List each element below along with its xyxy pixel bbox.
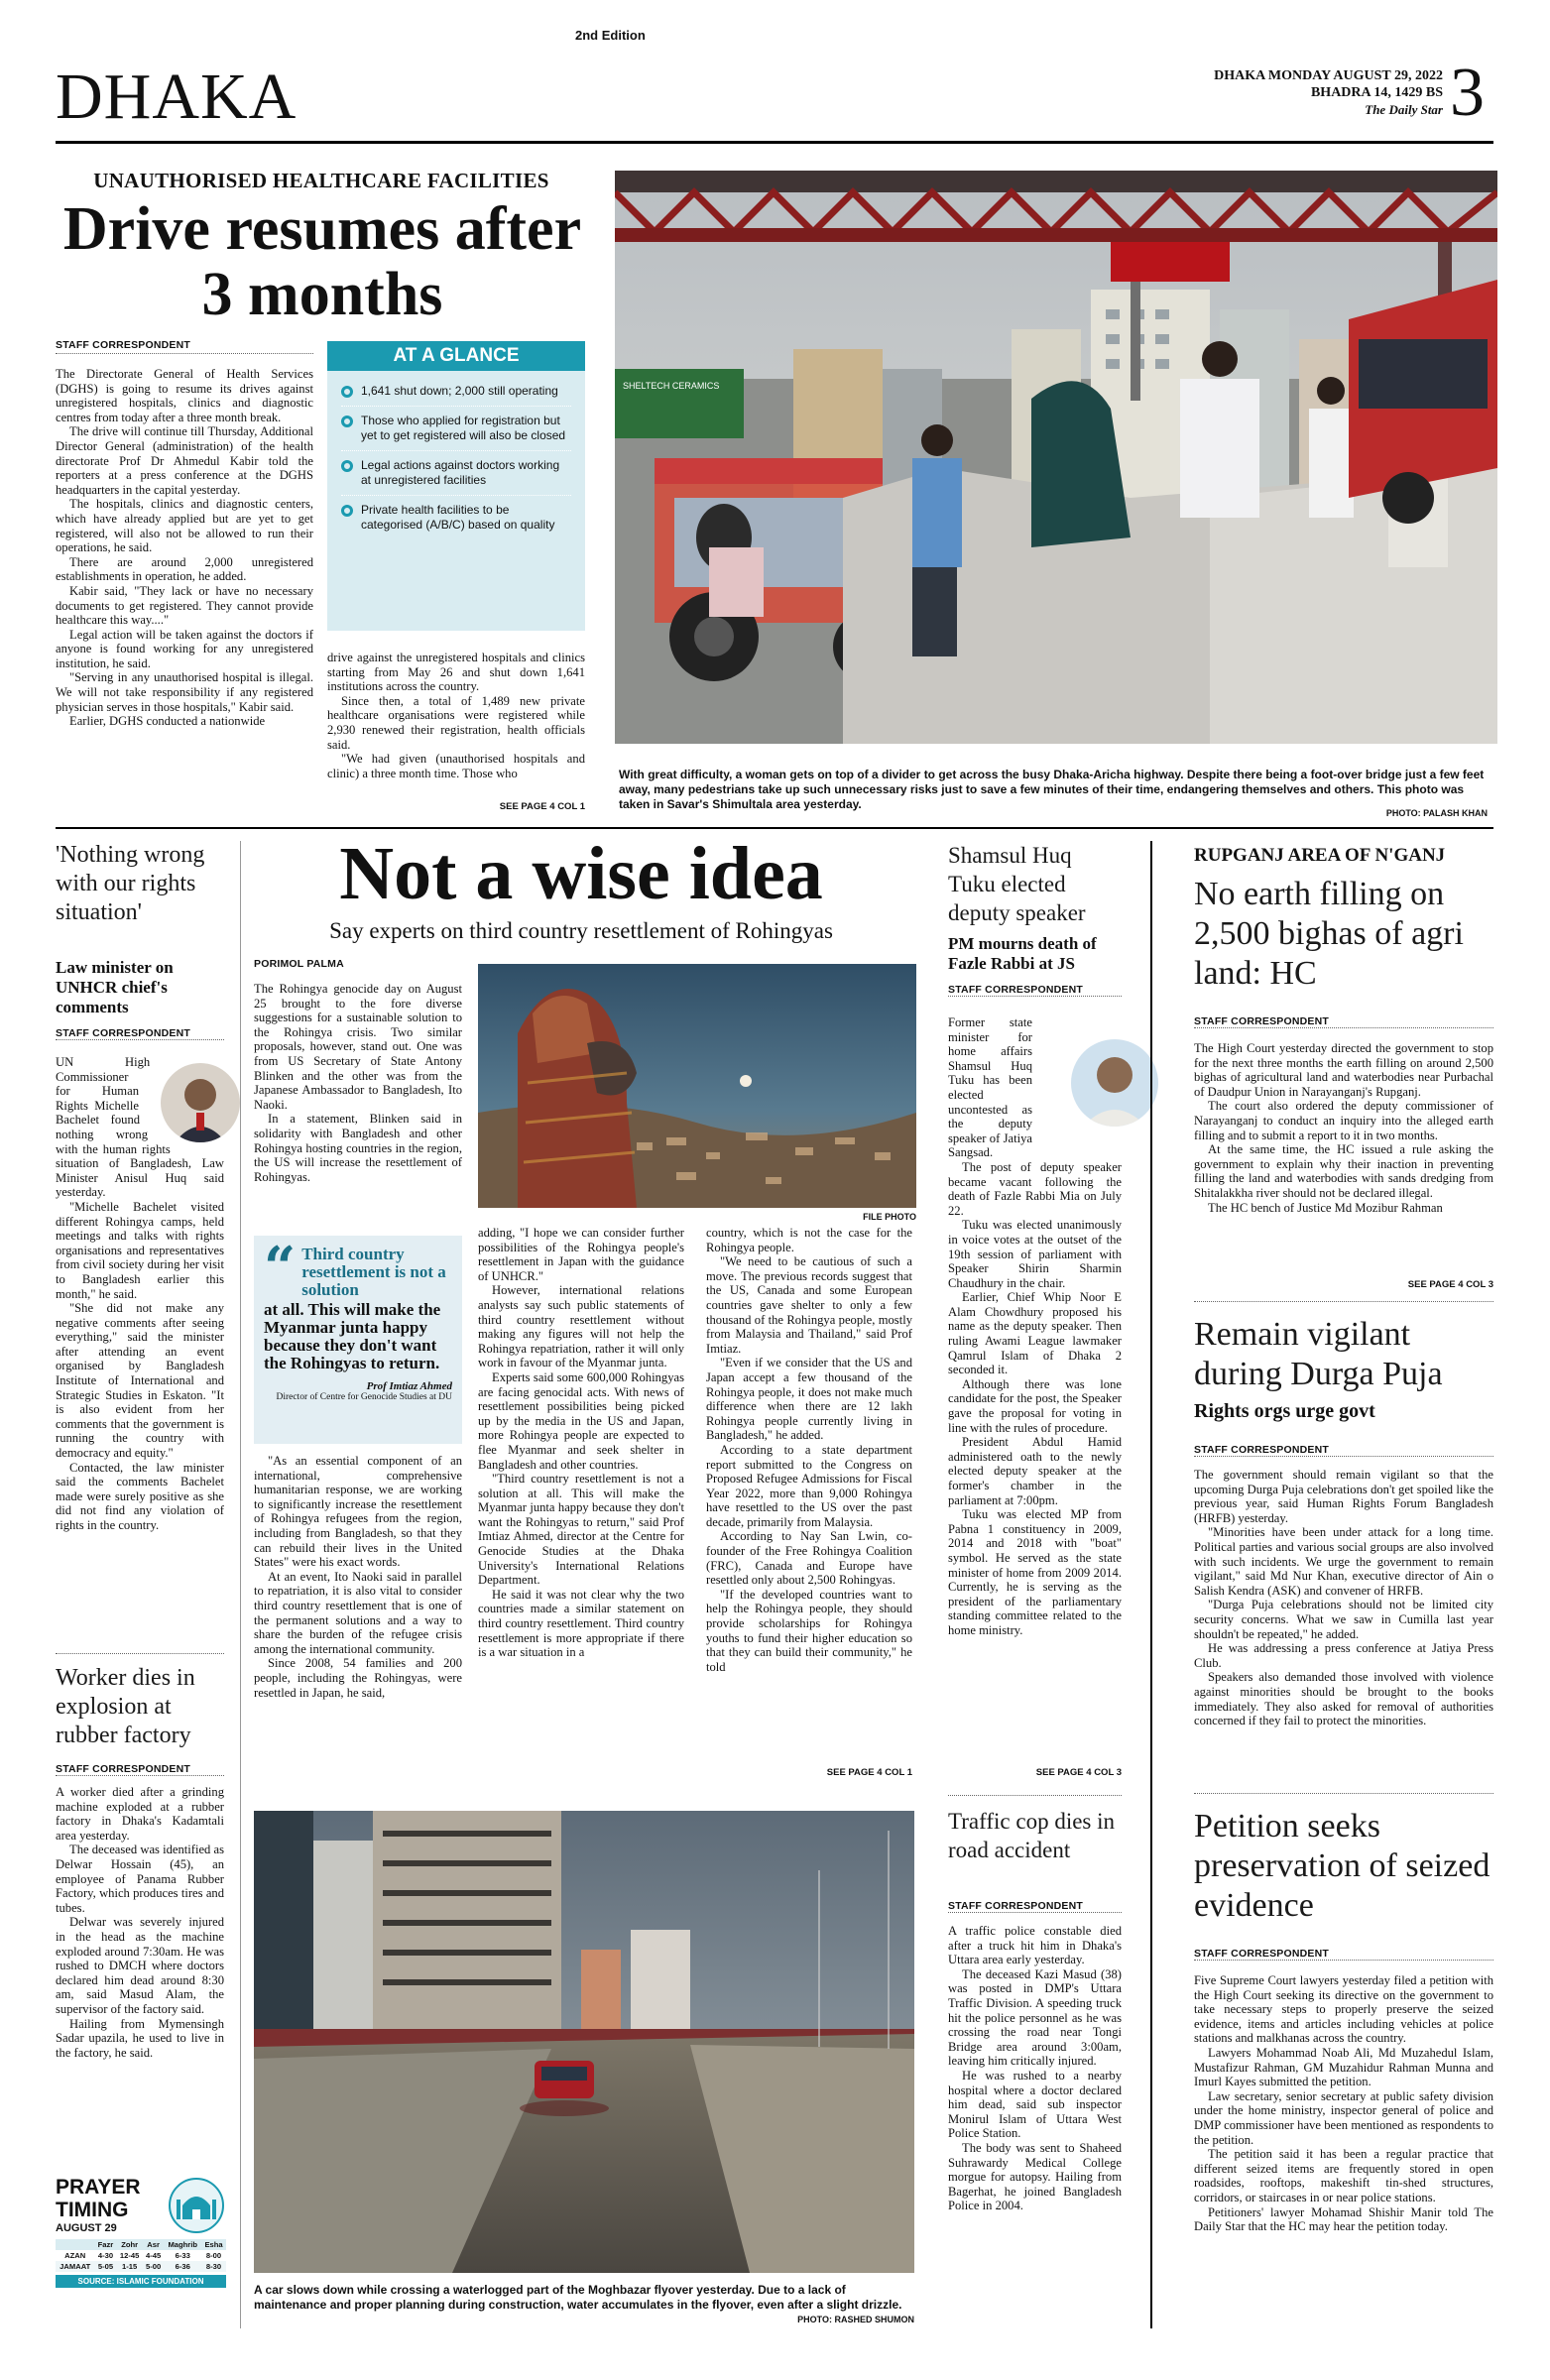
main-col3: country, which is not the case for the Rohingya people. "We need to be cautious of such a move. The previous records suggest that the US, Canada and some European countries gave shelter to only a few thousand of the Rohingya people, mostly from Malaysia and Thailand," said Prof Imtiaz. "Even if we consider that the US and Japan accept a few thousand of the Rohingya people, it does not make much difference when there are 12 lakh Rohingya people currently living in Bangladesh," he added. According to a state department report submitted to the Congress on Proposed Refugee Admissions for Fiscal Year 2022, more than 9,000 Rohingya have resettled to the US over the past decade, primarily from Malaysia. According to Nay San Lwin, co-founder of the Free Rohingya Coalition (FRC), Canada and Europe have resettled only about 2,500 Rohingyas. "If the developed countries want to help the Rohingya people, they should provide scholarships for Rohingya youths to fund their higher education so that they can build their community," he told — [706, 1226, 912, 1674]
photo-highway-caption: With great difficulty, a woman gets on top of a divider to get across the busy Dhaka-Aricha highway. Despite there being a foot-over bridge just a few feet away, many pedestrians take up such unnecessary risks just to save a few minutes of their time, endangering themselves and others. This photo was taken in Savar's Shimultala area yesterday. — [619, 768, 1485, 811]
sign-sheltech: SHELTECH CERAMICS — [623, 381, 720, 391]
at-a-glance-title: AT A GLANCE — [327, 341, 585, 371]
main-col2: adding, "I hope we can consider further possibilities of the Rohingya people's resettlement in Japan with the guidance of UNHCR." However, international relations analysts say such public statements of third country resettlement without making any figures will not help the Rohingya repatriation, rather it will only work in favour of the Myanmar junta. Experts said some 600,000 Rohingyas are facing genocidal acts. With news of resettlement possibilities being picked up by the media in the US and Japan, more Rohingya people are expected to flee Myanmar and seek shelter in Bangladesh and other countries. "Third country resettlement is not a solution at all. This will make the Myanmar junta happy because they don't want the Rohingyas to return," said Prof Imtiaz Ahmed, director at the Centre for Genocide Studies at the Dhaka University's International Relations Department. He said it was not clear why the two countries made a similar statement on third country resettlement. Third country resettlement is more appropriate if there is a war situation in a — [478, 1226, 684, 1660]
glance-item: Legal actions against doctors working at unregistered facilities — [341, 451, 571, 496]
story-earth-byline: STAFF CORRESPONDENT — [1194, 1015, 1493, 1028]
edition-label: 2nd Edition — [575, 28, 646, 43]
story-worker-headline: Worker dies in explosion at rubber factory — [56, 1665, 195, 1748]
pull-quote: “ Third country resettlement is not a solution at all. This will make the Myanmar junta happy because they don't want the Rohingyas to return. Prof Imtiaz Ahmed Director of Centre for Genocide Studies at DU — [254, 1236, 462, 1444]
story-earth-headline: No earth filling on 2,500 bighas of agri land: HC — [1194, 876, 1464, 992]
glance-item: Private health facilities to be categorised (A/B/C) based on quality — [341, 496, 571, 539]
main-col1-top: The Rohingya genocide day on August 25 brought to the fore diverse suggestions for a sustainable solution to the Rohingya crisis. Two similar proposals, however, stand out. One was from US Secretary of State Antony Blinken and the other was from the Japanese Ambassador to Bangladesh, Ito Naoki. In a statement, Blinken said in solidarity with Bangladesh and other Rohingya hosting countries in the region, the US will increase the resettlement of Rohingyas. — [254, 982, 462, 1184]
story1-col2: drive against the unregistered hospitals and clinics starting from May 26 and shut down 1,641 institutions across the country. Since then, a total of 1,489 new private healthcare organisations were registered while 2,930 renewed their registration, health officials said. "We had given (unauthorised hospitals and clinic) a three month time. Those who — [327, 651, 585, 780]
glance-item: 1,641 shut down; 2,000 still operating — [341, 377, 571, 407]
photo-highway-credit: PHOTO: PALASH KHAN — [1385, 808, 1488, 818]
photo-flyover — [254, 1811, 914, 2273]
story-tuku-subhead: PM mourns death of Fazle Rabbi at JS — [948, 934, 1097, 973]
story-puja-byline: STAFF CORRESPONDENT — [1194, 1444, 1493, 1457]
section-rule — [56, 827, 1493, 829]
quote-title: Director of Centre for Genocide Studies at DU — [276, 1392, 452, 1402]
bullet-icon — [341, 416, 353, 427]
story-petition-body: Five Supreme Court lawyers yesterday filed a petition with the High Court seeking its directive on the government to take necessary steps to properly preserve the seized evidence, items and articles including vehicles at police stations and malkhanas across the country. Lawyers Mohammad Noab Ali, Md Muzahedul Islam, Mustafizur Rahman, GM Muzahidur Rahman Munna and Imurl Kayes submitted the petition. Law secretary, senior secretary at public safety division under the home ministry, inspector general of police and DMP commissioner have been mentioned as respondents to the petition. The petition said it has been a regular practice that different seized items are frequently stored in open roadsides, rooftops, makeshift tin-shed structures, corridors, or staircases in or near police stations. Petitioners' lawyer Mohamad Shishir Manir told The Daily Star that the HC may hear the petition today. — [1194, 1973, 1493, 2234]
story-puja-subhead: Rights orgs urge govt — [1194, 1400, 1375, 1422]
story-petition-byline: STAFF CORRESPONDENT — [1194, 1948, 1493, 1961]
story-cop-body: A traffic police constable died after a truck hit him in Dhaka's Uttara area early yesterday. The deceased Kazi Masud (38) was posted in DMP's Uttara Traffic Division. A speeding truck hit the police personnel as he was crossing the road near Tongi Bridge area around 3:00am, leaving him critically injured. He was rushed to a nearby hospital where a doctor declared him dead, said sub inspector Monirul Islam of Uttara West Police Station. The body was sent to Shaheed Suhrawardy Medical College morgue for autopsy. Hailing from Bagerhat, he joined Bangladesh Police in 2004. — [948, 1924, 1122, 2213]
prayer-title: PRAYER — [56, 2176, 141, 2199]
at-a-glance-box — [327, 341, 585, 631]
main-subhead: Say experts on third country resettlement of Rohingyas — [329, 918, 833, 943]
prayer-source: SOURCE: ISLAMIC FOUNDATION — [56, 2275, 226, 2288]
divider — [56, 1653, 224, 1654]
story-law-body: UN High Commissioner for Human Rights Michelle Bachelet found nothing wrong with the human rights situation of Bangladesh, Law Minister Anisul Huq said yesterday. "Michelle Bachelet visited different Rohingya camps, held meetings and talks with rights organisations and representatives from civil society during her visit to Bangladesh earlier this month," he said. "She did not make any negative comments after seeing everything," said the minister after attending an event organised by Bangladesh Institute of International and Strategic Studies in Eskaton. "It is also evident from her comments that the government is running the country with democracy and equity." Contacted, the law minister said the comments Bachelet made were surely positive as she did not find any violation of rights in the country. — [56, 1055, 224, 1532]
divider — [1194, 1793, 1493, 1794]
story-worker-byline: STAFF CORRESPONDENT — [56, 1763, 224, 1776]
bullet-icon — [341, 460, 353, 472]
photo-highway — [615, 171, 1497, 744]
story-earth-jump: SEE PAGE 4 COL 3 — [1407, 1279, 1493, 1290]
main-col1-bottom: "As an essential component of an international, comprehensive humanitarian response, we are working to significantly increase the resettlement of Rohingya refugees from the region, including from Bangladesh, so that they can rebuild their lives in the United States" were his exact words. At an event, Ito Naoki said in parallel to repatriation, it is also vital to consider third country resettlement that is one of the permanent solutions and a way to share the burden of the refugee crisis among the international community. Since 2008, 54 families and 200 people, including the Rohingyas, were resettled in Japan, he said, — [254, 1454, 462, 1700]
story1-headline: Drive resumes after 3 months — [62, 195, 582, 328]
prayer-timing-box — [56, 2176, 226, 2326]
divider — [948, 1795, 1122, 1796]
story1-jump: SEE PAGE 4 COL 1 — [499, 801, 585, 812]
bullet-icon — [341, 386, 353, 398]
story-law-subhead: Law minister on UNHCR chief's comments — [56, 958, 174, 1016]
column-rule — [240, 841, 241, 2328]
main-byline: PORIMOL PALMA — [254, 958, 344, 970]
main-jump: SEE PAGE 4 COL 1 — [826, 1767, 912, 1778]
divider — [1194, 1301, 1493, 1302]
story-law-headline: 'Nothing wrong with our rights situation' — [56, 842, 205, 925]
story-tuku-jump: SEE PAGE 4 COL 3 — [1035, 1767, 1122, 1778]
section-title: DHAKA — [56, 60, 298, 133]
story1-kicker: UNAUTHORISED HEALTHCARE FACILITIES — [93, 169, 549, 192]
issue-date: DHAKA MONDAY AUGUST 29, 2022 — [1214, 68, 1443, 83]
story1-col1: The Directorate General of Health Services (DGHS) is going to resume its drives against unregistered hospitals, clinics and diagnostic centres from today after a three month break. The drive will continue till Thursday, Additional Director General (administration) of the health directorate Prof Dr Ahmedul Kabir told the reporters at a press conference at the DGHS headquarters in the capital yesterday. The hospitals, clinics and diagnostic centers, which have already applied but are yet to get registered, will also not be allowed to run their operations, he said. There are around 2,000 unregistered establishments in operation, he added. Kabir said, "They lack or have no necessary documents to get registered. They cannot provide healthcare this way...." Legal action will be taken against the doctors if anyone is found working for any unregistered institution, he said. "Serving in any unauthorised hospital is illegal. We will not take responsibility if any registered physician serves in those hospitals," Kabir said. Earlier, DGHS conducted a nationwide — [56, 367, 313, 729]
story-worker-body: A worker died after a grinding machine exploded at a rubber factory in Dhaka's Kadamtali area yesterday. The deceased was identified as Delwar Hossain (45), an employee of Panama Rubber Factory, which produces tires and tubes. Delwar was severely injured in the head as the machine exploded around 7:30am. He was rushed to DMCH where doctors declared him dead around 8:30 am, said Masud Alam, the supervisor of the factory said. Hailing from Mymensingh Sadar upazila, he used to live in the factory, he said. — [56, 1785, 224, 2060]
quote-mark-icon: “ — [264, 1235, 297, 1300]
story-law-byline: STAFF CORRESPONDENT — [56, 1027, 224, 1040]
story-tuku-byline: STAFF CORRESPONDENT — [948, 984, 1122, 997]
bullet-icon — [341, 505, 353, 517]
story-earth-kicker: RUPGANJ AREA OF N'GANJ — [1194, 845, 1446, 866]
masthead-rule — [56, 141, 1493, 144]
prayer-date: AUGUST 29 — [56, 2222, 117, 2234]
mosque-icon — [167, 2176, 226, 2233]
story-earth-body: The High Court yesterday directed the government to stop for the next three months the earth filling on around 2,500 bighas of agricultural land and waterbodies near Purbachal of Daudpur Union in Narayanganj's Rupganj. The court also ordered the deputy commissioner of Narayanganj to conduct an inquiry into the alleged earth filling and to submit a report to it in two months. At the same time, the HC issued a rule asking the government to explain why their inaction in preventing filling the land and waterbodies with sands dredging from Shitalakkha river should not be declared illegal. The HC bench of Justice Md Mozibur Rahman — [1194, 1041, 1493, 1215]
photo-flyover-credit: PHOTO: RASHED SHUMON — [797, 2315, 914, 2324]
paper-name: The Daily Star — [1365, 102, 1443, 117]
prayer-title-2: TIMING — [56, 2199, 129, 2221]
photo-rohingya — [478, 964, 916, 1208]
story-cop-headline: Traffic cop dies in road accident — [948, 1809, 1116, 1862]
story-puja-headline: Remain vigilant during Durga Puja — [1194, 1316, 1443, 1392]
story1-byline: STAFF CORRESPONDENT — [56, 339, 313, 354]
photo-rohingya-credit: FILE PHOTO — [863, 1212, 916, 1222]
photo-flyover-caption: A car slows down while crossing a waterlogged part of the Moghbazar flyover yesterday. Due to a lack of maintenance and proper planning during construction, water accumulates in the flyover, even after a slight drizzle. — [254, 2283, 902, 2312]
quote-name: Prof Imtiaz Ahmed — [366, 1380, 452, 1392]
prayer-table: Fazr Zohr Asr Maghrib Esha AZAN 4-30 12-45 4-45 6-33 8-00 JAMAAT 5-05 1-15 5-00 6-36 8-30 — [56, 2239, 226, 2272]
story-petition-headline: Petition seeks preservation of seized evidence — [1194, 1808, 1490, 1924]
story-tuku-headline: Shamsul Huq Tuku elected deputy speaker — [948, 843, 1086, 925]
story-tuku-body: Former state minister for home affairs Shamsul Huq Tuku has been elected uncontested as the deputy speaker of Jatiya Sangsad. The post of deputy speaker became vacant following the death of Fazle Rabbi Mia on July 22. Tuku was elected unanimously in voice votes at the outset of the 19th session of parliament with Speaker Shirin Sharmin Chaudhury in the chair. Earlier, Chief Whip Noor E Alam Chowdhury proposed his name as the deputy speaker. Then ruling Awami League lawmaker Qamrul Islam of Dhaka 2 seconded it. Although there was lone candidate for the post, the Speaker gave the proposal for voting in line with the rules of procedure. President Abdul Hamid administered oath to the newly elected deputy speaker at the former's chamber in the parliament at 7:00pm. Tuku was elected MP from Pabna 1 constituency in 2009, 2014 and 2018 with "boat" symbol. He served as the state minister of home from 2009 2014. Currently, he is serving as the president of the parliamentary standing committee related to the home ministry. — [948, 1015, 1122, 1637]
glance-item: Those who applied for registration but yet to get registered will also be closed — [341, 407, 571, 451]
main-headline: Not a wise idea — [339, 832, 823, 915]
page-number: 3 — [1450, 55, 1485, 131]
bengali-date: BHADRA 14, 1429 BS — [1310, 85, 1443, 100]
story-puja-body: The government should remain vigilant so that the upcoming Durga Puja celebrations don't get spoiled like the previous year, said Human Rights Forum Bangladesh (HRFB) yesterday. "Minorities have been under attack for a long time. Political parties and various social groups are also involved with such incidents. We urge the government to remain vigilant," said Md Nur Khan, executive director of Ain o Salish Kendra (ASK) and convener of HRFB. "Durga Puja celebrations should not be limited city security concerns. What we saw in Cumilla last year shouldn't be repeated," he added. He was addressing a press conference at Jatiya Press Club. Speakers also demanded those involved with violence against minorities should be brought to the books immediately. They also asked for removal of authorities concerned if they fail to protect the minorities. — [1194, 1468, 1493, 1728]
story-cop-byline: STAFF CORRESPONDENT — [948, 1900, 1122, 1913]
column-rule — [1150, 841, 1152, 2328]
quote-text: at all. This will make the Myanmar junta happy because they don't want the Rohingyas to return. — [264, 1300, 441, 1372]
